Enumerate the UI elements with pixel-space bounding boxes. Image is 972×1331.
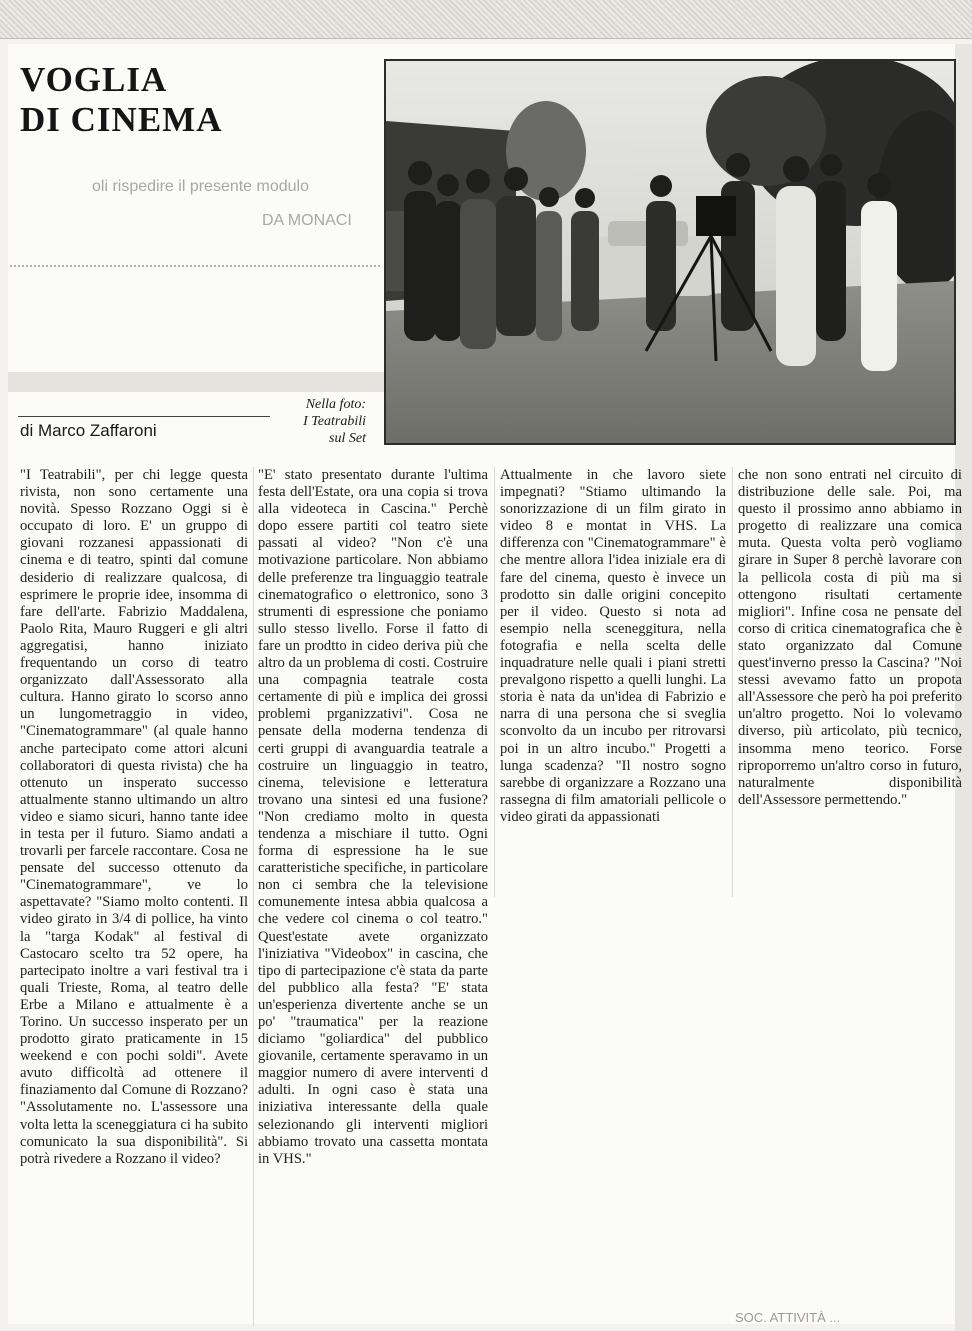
- bottom-bleed-text: SOC. ATTIVITÀ ...: [735, 1310, 841, 1325]
- article-column-2: "E' stato presentato durante l'ultima festa dell'Estate, ora una copia si trova alla videoteca in Cascina." Perchè dopo essere partiti col teatro siete passati al video? "Non c'è una motivazione particolare. Non abbiamo delle preferenze tra linguaggio teatrale cinematografico o elettronico, sono 3 strumenti di espressione che poniamo sullo stesso livello. Forse il fatto di fare un prodtto in cideo deriva più che altro da un problema di costi. Costruire una compagnia teatrale costa certamente di più e implica dei grossi problemi prganizzativi". Cosa ne pensate della moderna tendenza di certi gruppi di avanguardia teatrale a costruire un linguaggio in teatro, cinema, televisione e letteratura trovano una sintesi ed una fusione? "Non crediamo molto in questa tendenza a mischiare il tutto. Ogni forma di espressione ha le sue caratteristiche specifiche, in particolare non ci sembra che la televisione comunemente intesa abbia qualcosa a che vedere col cinema o col teatro." Quest'estate avete organizzato l'iniziativa "Videobox" in cascina, che tipo di partecipazione c'è stata da parte del pubblico alla festa? "E' stata un'esperienza divertente anche se un po' "traumatica" per la reazione diciamo "goliardica" del pubblico giovanile, certamente speravamo in un maggior numero di avere interventi d adulti. In ogni caso è stata una iniziativa interessante della quale selezionando gli interventi migliori abbiamo trovato una cassetta montata in VHS.": [258, 467, 488, 1167]
- bleed-through-dotted-rule: [10, 265, 380, 267]
- column-divider: [732, 467, 733, 897]
- headline: [20, 60, 360, 140]
- caption-line-2: I Teatrabili: [303, 414, 366, 429]
- photo-caption: [270, 396, 366, 447]
- headline-line-2: DI CINEMA: [20, 100, 223, 139]
- byline: di Marco Zaffaroni: [20, 421, 157, 440]
- caption-line-3: sul Set: [329, 431, 366, 446]
- group-photo: [384, 59, 956, 445]
- bleed-text-b: DA MONACI: [262, 212, 352, 229]
- byline-rule: [18, 416, 270, 417]
- article-column-3: Attualmente in che lavoro siete impegnati? "Stiamo ultimando la sonorizzazione di un film girato in video 8 e montat in VHS. La differenza con "Cinematogrammare" è che mentre allora l'idea iniziale era di fare del cinema, questo è invece un prodotto sin dalle origini concepito per il video. Questo si nota ad esempio nella sceneggitura, nella fotografia e nella scelta delle inquadrature nelle quali i piani stretti prevalgono rispetto a quelli lunghi. La storia è nata da un'idea di Fabrizio e narra di una persona che si sveglia sconvolto da un incubo per ritrovarsi poi in un altro incubo." Progetti a lunga scadenza? "Il nostro sogno sarebbe di organizzare a Rozzano una rassegna di film amatoriali pellicole o video girati da appassionati: [500, 467, 726, 825]
- bleed-text-a: oli rispedire il presente modulo: [92, 178, 309, 195]
- article-column-4: che non sono entrati nel circuito di distribuzione delle sale. Poi, ma questo il prossimo anno abbiamo in progetto di realizzare una comica muta. Questa volta però vogliamo girare in Super 8 perchè lavorare con la pellicola costa di più ma si ottengono risultati certamente migliori". Infine cosa ne pensate del corso di critica cinematografica che è stato organizzato dal Comune quest'inverno presso la Cascina? "Noi stessi avevamo fatto un propota all'Assessore che però ha poi preferito un'altro progetto. Noi lo volevamo diverso, più articolato, più tecnico, insomma meno teorico. Forse riproporremo un'altro corso in futuro, naturalmente disponibilità dell'Assessore permettendo.": [738, 467, 962, 808]
- photo-illustration: [386, 61, 954, 443]
- bleed-through-band: [8, 372, 388, 392]
- top-halftone-stripe: [0, 0, 972, 39]
- column-divider: [253, 467, 254, 1327]
- caption-line-1: Nella foto:: [305, 397, 366, 412]
- article-column-1: "I Teatrabili", per chi legge questa rivista, non sono certamente una novità. Spesso Rozzano Oggi si è occupato di loro. E' un gruppo di giovani rozzanesi appassionati di cinema e di teatro, spinti dal comune desiderio di realizzare qualcosa, di esprimere le proprie idee, insomma di fare dell'arte. Fabrizio Maddalena, Paolo Rita, Mauro Ruggeri e gli altri aggregatisi, hanno iniziato frequentando un corso di teatro organizzato dall'Assessorato alla cultura. Hanno girato lo scorso anno un lungometraggio in video, "Cinematogrammare" (al quale hanno anche partecipato come attori alcuni collaboratori di questa rivista) che ha ottenuto un insperato successo attualmente stanno ultimando un altro video e siamo sicuri, hanno tante idee in testa per il futuro. Siamo andati a trovarli per farcele raccontare. Cosa ne pensate del successo ottenuto da "Cinematogrammare", ve lo aspettavate? "Siamo molto contenti. Il video girato in 3/4 di pollice, ha vinto la "targa Kodak" al festival di Castocaro scelto tra 52 opere, ha partecipato inoltre a vari festival tra i quali Trieste, Roma, al teatro delle Erbe a Milano e attualmente è a Torino. Un successo insperato per un prodotto girato praticamente in 15 weekend e con pochi soldi". Avete avuto difficoltà ad ottenere il finaziamento dal Comune di Rozzano? "Assolutamente no. L'assessore una volta letta la sceneggiatura ci ha subito comunicato la sua disponibilità". Si potrà rivedere a Rozzano il video?: [20, 467, 248, 1167]
- headline-line-1: VOGLIA: [20, 60, 168, 99]
- column-divider: [494, 467, 495, 897]
